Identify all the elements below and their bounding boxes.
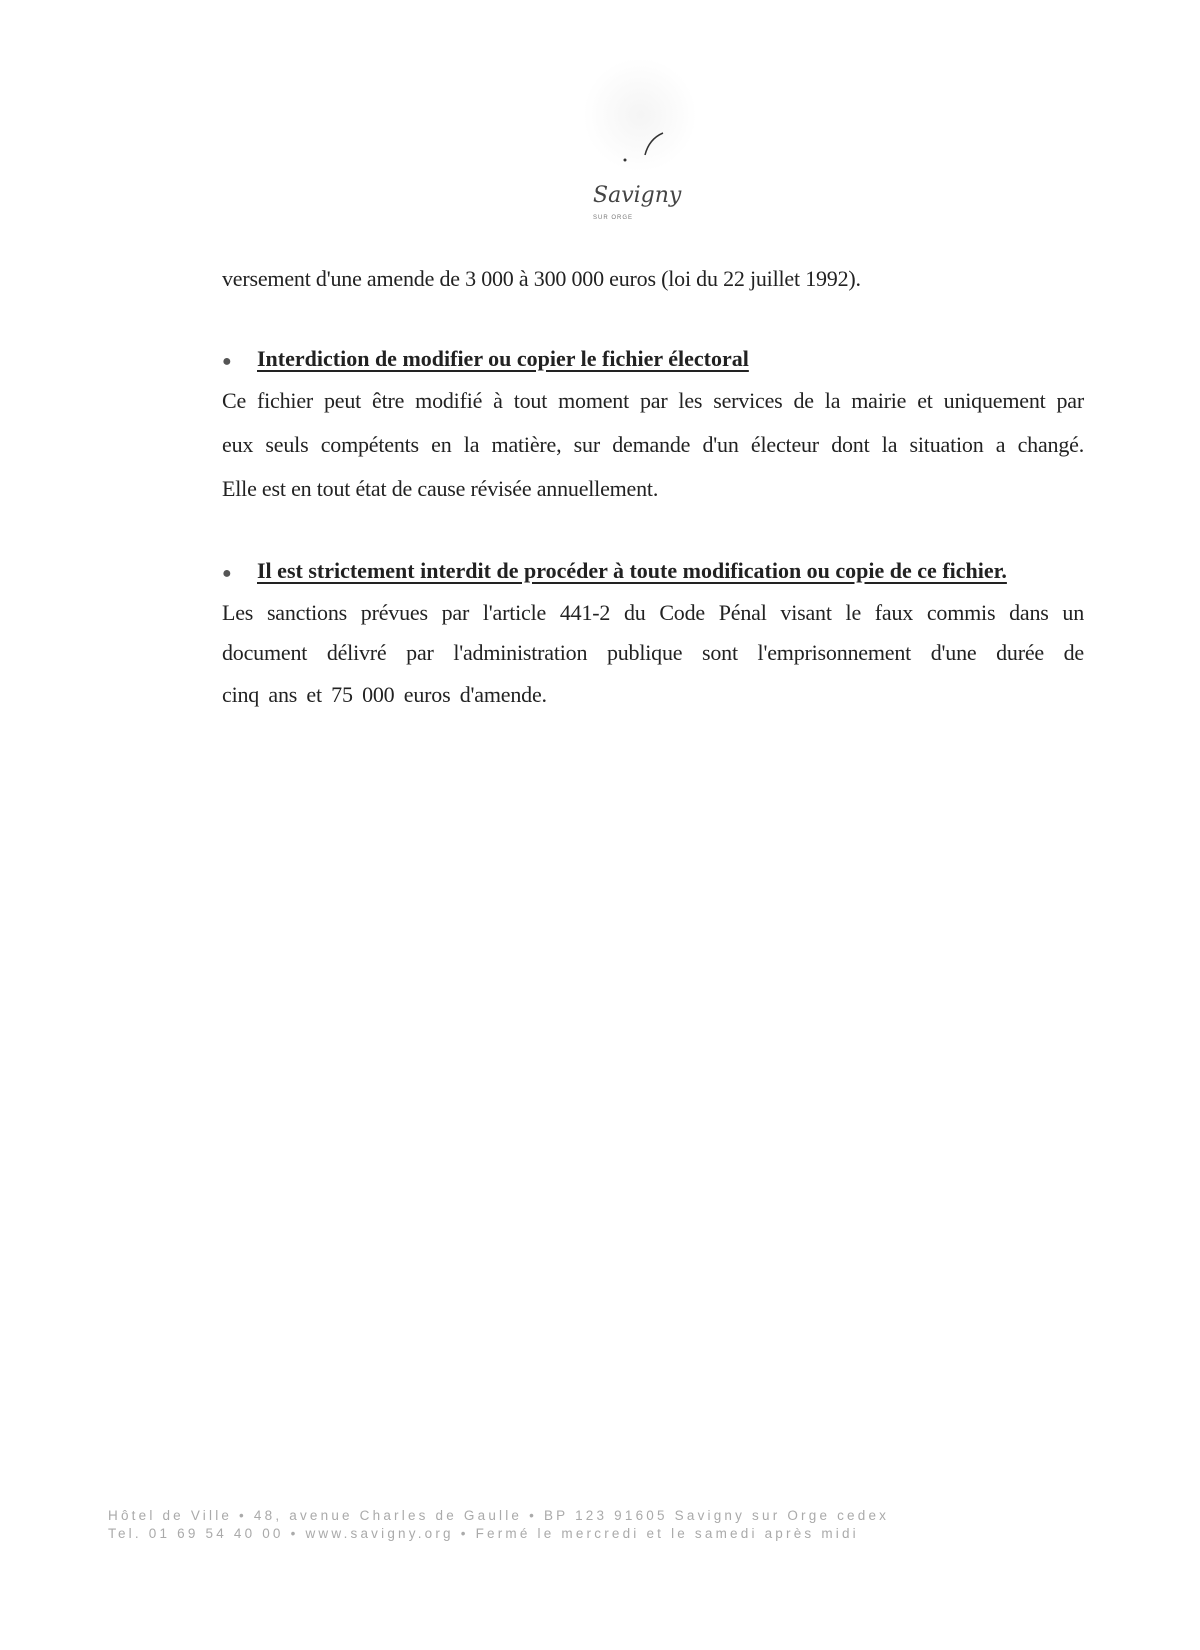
paragraph-line: eux seuls compétents en la matière, sur demande d'un électeur dont la situation a changé. — [222, 432, 1084, 457]
heading-text: Il est strictement interdit de procéder à toute modification ou copie de ce fichier. — [257, 558, 1007, 583]
city-logo — [585, 55, 695, 230]
footer-contact: Tel. 01 69 54 40 00 • www.savigny.org • Fermé le mercredi et le samedi après midi — [108, 1526, 859, 1541]
paragraph-line: cinq ans et 75 000 euros d'amende. — [222, 682, 547, 707]
paragraph-line: document délivré par l'administration publique sont l'emprisonnement d'une durée de — [222, 640, 1084, 665]
section-heading-1 — [222, 346, 749, 372]
section-heading-2 — [222, 558, 1007, 584]
heading-text: Interdiction de modifier ou copier le fichier électoral — [257, 346, 749, 371]
logo-stroke-icon — [585, 55, 695, 185]
paragraph-line: Ce fichier peut être modifié à tout moment par les services de la mairie et uniquement par — [222, 388, 1084, 413]
paragraph-line: Les sanctions prévues par l'article 441-2 du Code Pénal visant le faux commis dans un — [222, 600, 1084, 625]
intro-line: versement d'une amende de 3 000 à 300 000 euros (loi du 22 juillet 1992). — [222, 266, 861, 291]
logo-name: Savigny — [593, 183, 682, 208]
footer-address: Hôtel de Ville • 48, avenue Charles de Gaulle • BP 123 91605 Savigny sur Orge cedex — [108, 1508, 890, 1523]
logo-subtitle: SUR ORGE — [593, 215, 634, 221]
paragraph-line: Elle est en tout état de cause révisée annuellement. — [222, 476, 659, 501]
bullet-icon: ● — [222, 565, 232, 582]
bullet-icon: ● — [222, 353, 232, 370]
